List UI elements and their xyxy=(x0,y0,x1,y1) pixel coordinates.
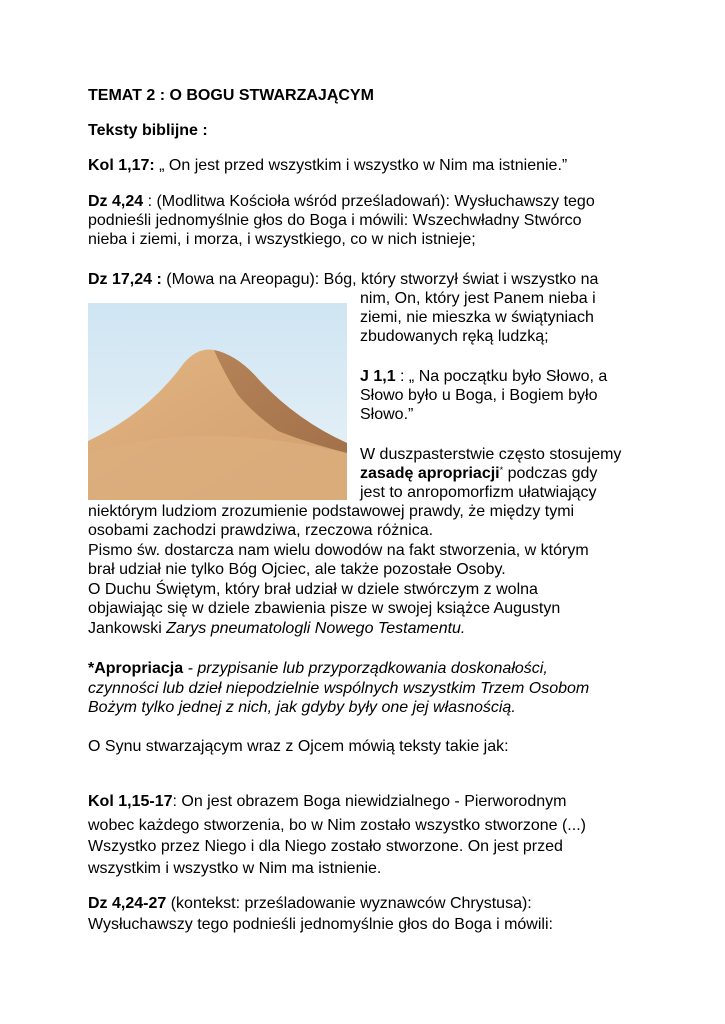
verse-kol-1-17 xyxy=(88,156,567,176)
footnote-line1 xyxy=(88,659,548,679)
pastoral-line2 xyxy=(360,464,597,484)
son-intro: O Synu stwarzającym wraz z Ojcem mówią teksty takie jak: xyxy=(88,738,509,755)
author-name: Jankowski xyxy=(88,620,167,637)
footnote-line3: Bożym tylko jednej z nich, jak gdyby były one jej własnością. xyxy=(88,699,516,716)
pastoral-line4: niektórym ludziom zrozumienie podstawowej prawdy, że między tymi xyxy=(88,503,575,520)
pastoral-line10 xyxy=(88,619,465,639)
pastoral-line9: objawiając się w dziele zbawienia pisze w swojej książce Augustyn xyxy=(88,600,561,617)
pastoral-line7: brał udział nie tylko Bóg Ojciec, ale także pozostałe Osoby. xyxy=(88,561,506,578)
verse-text: „ On jest przed wszystkim i wszystko w Nim ma istnienie.” xyxy=(154,157,568,174)
verse-j-1-1-line1 xyxy=(360,367,607,387)
verse-ref: Dz 17,24 : xyxy=(88,271,162,288)
verse-ref: Kol 1,17: xyxy=(88,157,155,174)
verse-dz-17-24-line2: nim, On, który jest Panem nieba i xyxy=(360,290,596,307)
verse-kol-1-15-line3: Wszystko przez Niego i dla Niego zostało stworzone. On jest przed xyxy=(88,838,563,855)
verse-dz-4-24-line2: podnieśli jednomyślnie głos do Boga i mówili: Wszechwładny Stwórco xyxy=(88,212,582,229)
dune-foreground xyxy=(88,436,347,500)
pastoral-text: podczas gdy xyxy=(503,465,598,482)
verse-dz-17-24-line3: ziemi, nie mieszka w świątyniach xyxy=(360,309,594,326)
verse-kol-1-15-line1 xyxy=(88,792,566,812)
verse-ref: Dz 4,24 xyxy=(88,193,144,210)
pastoral-line1: W duszpasterstwie często stosujemy xyxy=(360,446,622,463)
verse-dz-4-24-27-line1 xyxy=(88,894,532,914)
verse-dz-4-24-line1 xyxy=(88,192,595,212)
texts-heading: Teksty biblijne : xyxy=(88,122,208,139)
appropriation-term: zasadę apropriacji xyxy=(360,465,500,482)
footnote-line2: czynności lub dzieł niepodzielnie wspólnych wszystkim Trzem Osobom xyxy=(88,680,590,697)
pastoral-line3: jest to anropomorfizm ułatwiający xyxy=(360,484,597,501)
verse-text: : (Modlitwa Kościoła wśród prześladowań): Wysłuchawszy tego xyxy=(143,193,595,210)
pastoral-line8: O Duchu Świętym, który brał udział w dziele stwórczym z wolna xyxy=(88,581,538,598)
verse-dz-17-24-line4: zbudowanych ręką ludzką; xyxy=(360,328,549,345)
pastoral-line5: osobami zachodzi prawdziwa, rzeczowa różnica. xyxy=(88,522,434,539)
verse-j-1-1-line2: Słowo było u Boga, i Bogiem było xyxy=(360,387,598,404)
verse-ref: Kol 1,15-17 xyxy=(88,793,173,810)
verse-text: : „ Na początku było Słowo, a xyxy=(395,368,608,385)
footnote-term: *Apropriacja xyxy=(88,660,184,677)
verse-ref: Dz 4,24-27 xyxy=(88,895,167,912)
pastoral-line6: Pismo św. dostarcza nam wielu dowodów na fakt stworzenia, w którym xyxy=(88,542,589,559)
book-title: Zarys pneumatologli Nowego Testamentu. xyxy=(166,620,466,637)
verse-j-1-1-line3: Słowo.” xyxy=(360,406,414,423)
verse-text: (Mowa na Areopagu): Bóg, który stworzył świat i wszystko na xyxy=(161,271,599,288)
verse-kol-1-15-line2: wobec każdego stworzenia, bo w Nim zostało wszystko stworzone (...) xyxy=(88,817,586,834)
verse-kol-1-15-line4: wszystkim i wszystko w Nim ma istnienie. xyxy=(88,860,382,877)
footnote-marker: * xyxy=(499,465,504,475)
verse-dz-4-24-line3: nieba i ziemi, i morza, i wszystkiego, co w nich istnieje; xyxy=(88,231,476,248)
footnote-text: - przypisanie lub przyporządkowania doskonałości, xyxy=(183,660,548,677)
verse-dz-17-24-line1 xyxy=(88,270,598,290)
desert-dune-photo xyxy=(88,303,347,500)
verse-ref: J 1,1 xyxy=(360,368,396,385)
page-title: TEMAT 2 : O BOGU STWARZAJĄCYM xyxy=(88,87,374,104)
verse-text: : On jest obrazem Boga niewidzialnego - Pierworodnym xyxy=(172,793,567,810)
verse-text: (kontekst: prześladowanie wyznawców Chrystusa): xyxy=(166,895,532,912)
verse-dz-4-24-27-line2: Wysłuchawszy tego podnieśli jednomyślnie głos do Boga i mówili: xyxy=(88,916,553,933)
